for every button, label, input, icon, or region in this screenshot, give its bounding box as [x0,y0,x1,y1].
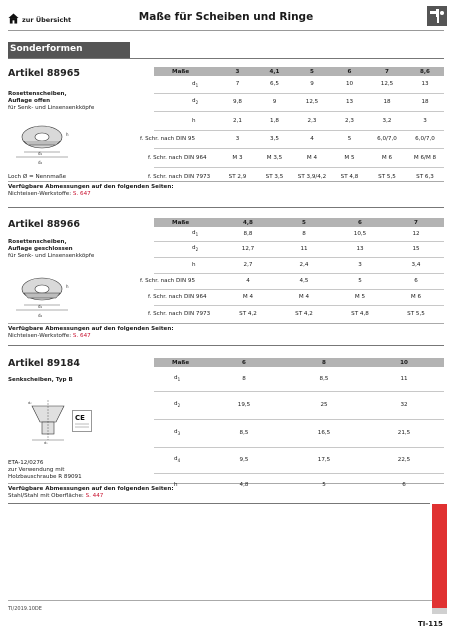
table-row: f. Schr. nach DIN 964 M 3 M 3,5 M 4 M 5 M 6 M 6/M 8 [154,148,444,167]
section-banner: Sonderformen [8,42,130,58]
table-row: f. Schr. nach DIN 95 3 3,5 4 5 6,0/7,0 6,0/7,0 [154,130,444,148]
availability-note: Verfügbare Abmessungen auf den folgenden Seiten: Nichteisen-Werkstoffe: S. 647 [8,326,174,340]
chapter-tab-edge [432,608,447,614]
table-header-row: Maße 6 8 10 [154,358,444,367]
svg-text:d₂: d₂ [38,160,43,165]
table-row: h 4,8 5 6 [154,473,444,497]
article-description: Rosettenscheiben, Auflage offen für Senk- und Linsensenkköpfe [8,91,95,112]
section-divider [8,58,444,59]
footer-divider [8,600,432,601]
page-link[interactable]: S. 647 [72,191,91,198]
table-row: h 2,7 2,4 3 3,4 [154,257,444,273]
ce-mark-icon [72,410,92,432]
article-title: Artikel 89184 [8,358,80,369]
svg-text:h: h [66,284,69,289]
svg-text:d₁: d₁ [38,304,43,309]
svg-text:CE: CE [75,414,85,422]
svg-text:d₁: d₁ [44,441,48,444]
availability-note: Verfügbare Abmessungen auf den folgenden Seiten: Stahl/Stahl mit Oberfläche: S. 447 [8,486,174,500]
article-title: Artikel 88966 [8,219,80,230]
table-row: f. Schr. nach DIN 95 4 4,5 5 6 [154,273,444,289]
svg-text:d₂: d₂ [38,313,43,318]
table-row: $d_1$ 8 8,5 11 [174,375,408,383]
article-title: Artikel 88965 [8,68,80,79]
article-divider [8,503,430,504]
page-link[interactable]: S. 647 [72,333,91,340]
table-row: $d_3$ 8,5 16,5 21,5 [154,419,444,447]
table-row: $d_2$ 12,7 11 13 15 [154,241,444,257]
table-row: f. Schr. nach DIN 7973 ST 4,2 ST 4,2 ST 4,8 ST 5,5 [154,305,444,322]
spec-table-88966 [140,218,444,322]
page-number: TI-115 [418,620,443,628]
divider [8,323,444,324]
page-title: Maße für Scheiben und Ringe [138,11,314,23]
svg-text:d₁: d₁ [38,151,43,156]
availability-note: Verfügbare Abmessungen auf den folgenden Seiten: Nichteisen-Werkstoffe: S. 647 [8,184,174,198]
hole-diameter-note: Loch Ø = Nennmaße [8,174,67,180]
table-row: $d_1$ 7 6,5 9 10 12,5 13 [192,80,429,88]
article-divider [8,207,444,208]
spec-table-89184 [154,358,444,497]
table-row: f. Schr. nach DIN 964 M 4 M 4 M 5 M 6 [154,289,444,305]
table-row: $d_1$ 8,8 8 10,5 12 [192,230,420,238]
table-row: $d_2$ 19,5 25 32 [154,391,444,419]
chapter-tab [432,504,447,608]
table-row: $d_4$ 9,5 17,5 22,5 [154,447,444,473]
article-description: Senkscheiben, Typ B [8,377,73,383]
countersunk-washer-drawing [28,396,68,444]
table-row: h 2,1 1,8 2,3 2,3 3,2 3 [154,111,444,130]
article-divider [8,345,444,346]
table-header-row: Maße 4,8 5 6 7 [154,218,444,227]
table-header-row: Maße 3 4,1 5 6 7 8,6 [154,67,444,76]
page-link[interactable]: S. 447 [85,493,104,500]
header-divider [8,30,444,31]
back-link-label: zur Übersicht [22,16,72,24]
washer-open-drawing [6,124,78,170]
spec-table-88965 [140,67,444,186]
washer-closed-drawing [6,276,78,322]
svg-text:d₂: d₂ [28,401,32,405]
tools-logo-icon [427,6,447,26]
table-row: f. Schr. nach DIN 7973 ST 2,9 ST 3,5 ST 3,9/4,2 ST 4,8 ST 5,5 ST 6,3 [154,167,444,186]
eta-note: ETA-12/0276 zur Verwendung mit Holzbauschraube R 89091 [8,460,82,481]
article-description: Rosettenscheiben, Auflage geschlossen für Senk- und Linsensenkköpfe [8,239,95,260]
table-row: $d_2$ 9,8 9 12,5 13 18 18 [154,93,444,111]
svg-text:h: h [66,132,69,137]
document-code: TI/2019.10DE [8,606,42,612]
